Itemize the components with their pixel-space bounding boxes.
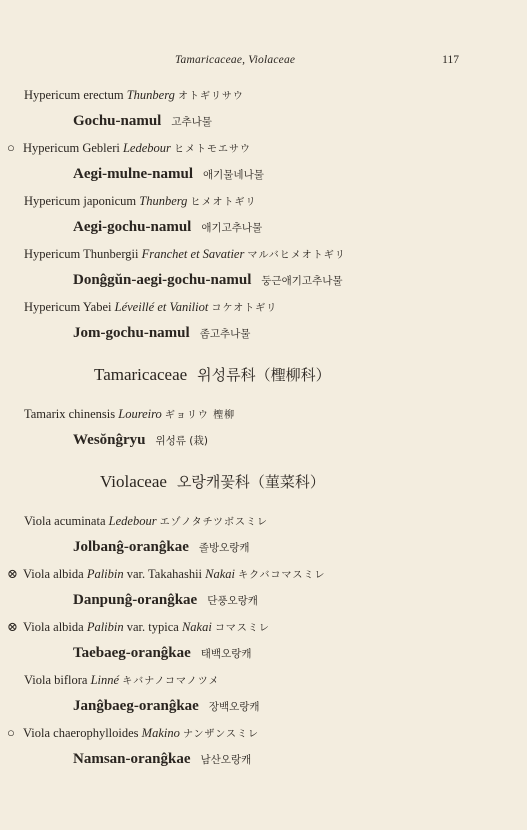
page-content xyxy=(0,82,527,773)
japanese-name: コマスミレ xyxy=(214,623,270,634)
species-name: Hypericum Yabei xyxy=(24,300,112,314)
running-head: Tamaricaceae, Violaceae xyxy=(175,54,296,66)
species-author: Linné xyxy=(90,673,120,687)
scientific-name-line xyxy=(0,561,527,587)
romanized-korean-name: Aegi-mulne-namul xyxy=(73,166,193,182)
scientific-name-line xyxy=(0,294,527,320)
species-author: Palibin xyxy=(86,567,124,581)
species-entry xyxy=(0,294,527,347)
korean-name-line xyxy=(0,587,527,614)
species-name: Hypericum erectum xyxy=(24,88,124,102)
species-author: Loureiro xyxy=(118,407,162,421)
hangul-name: 졸방오랑캐 xyxy=(198,542,250,554)
species-author: Thunberg xyxy=(126,88,175,102)
species-author: Ledebour xyxy=(122,141,171,155)
romanized-korean-name: Wesŏnĝryu xyxy=(73,432,146,448)
hangul-name: 태백오랑캐 xyxy=(200,648,252,660)
hangul-name: 둥근애기고추나물 xyxy=(261,275,343,287)
status-marker: ○ xyxy=(7,140,15,155)
species-entry xyxy=(0,720,527,773)
korean-name-line xyxy=(0,161,527,188)
hangul-name: 위성류 (栽) xyxy=(155,435,208,447)
species-name: Viola chaerophylloides xyxy=(23,726,139,740)
variety-author: Nakai xyxy=(181,620,212,634)
scientific-name-line xyxy=(0,135,527,161)
japanese-name: キクバコマスミレ xyxy=(238,570,326,581)
scientific-name-line xyxy=(0,401,527,427)
species-entry xyxy=(0,82,527,135)
korean-name-line xyxy=(0,108,527,135)
scientific-name-line xyxy=(0,614,527,640)
hangul-name: 단풍오랑캐 xyxy=(207,595,258,607)
japanese-name: ヒメトモエサウ xyxy=(174,144,252,155)
hangul-name: 좀고추나물 xyxy=(199,328,251,340)
species-author: Franchet et Savatier xyxy=(141,247,245,261)
family-latin: Violaceae xyxy=(100,472,167,491)
species-entry xyxy=(0,667,527,720)
scientific-name-line xyxy=(0,188,527,214)
scientific-name-line xyxy=(0,82,527,108)
romanized-korean-name: Aegi-gochu-namul xyxy=(73,219,192,235)
scientific-name-line xyxy=(0,241,527,267)
species-entry xyxy=(0,188,527,241)
species-entry xyxy=(0,241,527,294)
page-number: 117 xyxy=(442,54,459,66)
romanized-korean-name: Jolbanĝ-oranĝkae xyxy=(73,539,189,555)
family-latin: Tamaricaceae xyxy=(94,365,188,384)
japanese-name: キバナノコマノツメ xyxy=(122,676,220,687)
scientific-name-line xyxy=(0,508,527,534)
species-entry xyxy=(0,614,527,667)
hangul-name: 애기고추나물 xyxy=(201,222,263,234)
status-marker: ⊗ xyxy=(7,619,18,634)
romanized-korean-name: Gochu-namul xyxy=(73,113,162,129)
japanese-name: ギョリウ 檉柳 xyxy=(164,410,236,421)
species-name: Viola biflora xyxy=(24,673,88,687)
romanized-korean-name: Namsan-oranĝkae xyxy=(73,751,191,767)
family-heading xyxy=(0,462,527,502)
species-name: Viola acuminata xyxy=(24,514,106,528)
family-korean: 오랑캐꽃科（菫菜科） xyxy=(176,473,325,491)
hangul-name: 장백오랑캐 xyxy=(208,701,260,713)
species-name: Hypericum Thunbergii xyxy=(24,247,139,261)
japanese-name: オトギリサウ xyxy=(178,91,244,102)
korean-name-line xyxy=(0,534,527,561)
family-korean: 위성류科（檉柳科） xyxy=(197,366,331,384)
species-entry xyxy=(0,135,527,188)
korean-name-line xyxy=(0,640,527,667)
romanized-korean-name: Jom-gochu-namul xyxy=(73,325,190,341)
japanese-name: マルバヒメオトギリ xyxy=(247,250,346,261)
species-name: Viola albida xyxy=(23,567,84,581)
japanese-name: ヒメオトギリ xyxy=(190,197,257,208)
korean-name-line xyxy=(0,693,527,720)
korean-name-line xyxy=(0,267,527,294)
korean-name-line xyxy=(0,746,527,773)
variety-name: var. Takahashii xyxy=(126,567,203,581)
japanese-name: ナンザンスミレ xyxy=(182,729,259,740)
species-name: Tamarix chinensis xyxy=(24,407,116,421)
species-author: Palibin xyxy=(86,620,124,634)
status-marker: ⊗ xyxy=(7,566,18,581)
korean-name-line xyxy=(0,427,527,454)
hangul-name: 남산오랑캐 xyxy=(200,754,252,766)
species-entry xyxy=(0,508,527,561)
japanese-name: エゾノタチツボスミレ xyxy=(159,517,268,528)
species-entry xyxy=(0,401,527,454)
hangul-name: 애기물네나물 xyxy=(203,169,264,181)
variety-author: Nakai xyxy=(205,567,235,581)
species-author: Ledebour xyxy=(108,514,157,528)
family-heading xyxy=(0,355,527,395)
species-name: Hypericum Gebleri xyxy=(23,141,120,155)
scientific-name-line xyxy=(0,667,527,693)
species-entry xyxy=(0,561,527,614)
romanized-korean-name: Janĝbaeg-oranĝkae xyxy=(73,698,199,714)
korean-name-line xyxy=(0,214,527,241)
species-name: Viola albida xyxy=(23,620,84,634)
status-marker: ○ xyxy=(7,725,15,740)
variety-name: var. typica xyxy=(126,620,179,634)
japanese-name: コケオトギリ xyxy=(211,303,278,314)
species-author: Thunberg xyxy=(139,194,188,208)
species-name: Hypericum japonicum xyxy=(24,194,137,208)
page-header xyxy=(0,54,527,70)
scientific-name-line xyxy=(0,720,527,746)
romanized-korean-name: Danpunĝ-oranĝkae xyxy=(73,592,198,608)
hangul-name: 고추나물 xyxy=(171,116,212,128)
species-author: Léveillé et Vaniliot xyxy=(114,300,209,314)
romanized-korean-name: Taebaeg-oranĝkae xyxy=(73,645,191,661)
species-author: Makino xyxy=(141,726,180,740)
korean-name-line xyxy=(0,320,527,347)
romanized-korean-name: Donĝgŭn-aegi-gochu-namul xyxy=(73,272,252,288)
